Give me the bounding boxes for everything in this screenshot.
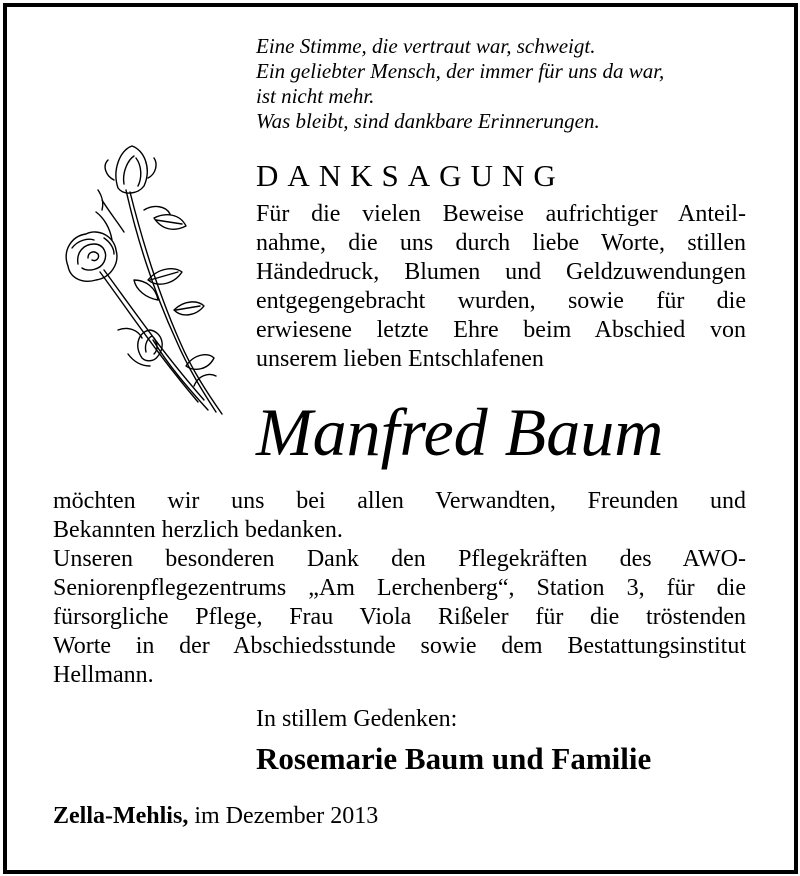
body-line: Hellmann. [53, 662, 154, 688]
body-line: Worte in der Abschiedsstunde sowie dem Bestattungsinstitut [53, 633, 746, 659]
body-line: Seniorenpflegezentrums „Am Lerchenberg“, Station 3, für die [53, 575, 746, 601]
place-date-line [53, 801, 378, 831]
rose-bouquet-illustration [58, 140, 230, 418]
thanks-line: nahme, die uns durch liebe Worte, stillen [256, 230, 746, 256]
mourners-signature: Rosemarie Baum und Familie [256, 741, 652, 776]
place-city: Zella-Mehlis, [53, 803, 189, 829]
thanks-line: unserem lieben Entschlafenen [256, 346, 544, 372]
body-line: Bekannten herzlich bedanken. [53, 517, 343, 543]
gratitude-paragraph [53, 487, 746, 690]
poem-line: Eine Stimme, die vertraut war, schweigt. [256, 34, 596, 58]
notice-date: im Dezember 2013 [194, 803, 379, 829]
thanks-paragraph [256, 200, 746, 374]
thanks-line: Händedruck, Blumen und Geldzuwendungen [256, 259, 746, 285]
body-line: fürsorgliche Pflege, Frau Viola Rißeler für die tröstenden [53, 604, 746, 630]
danksagung-heading: DANKSAGUNG [256, 158, 565, 193]
in-memory-line: In stillem Gedenken: [256, 706, 458, 732]
poem-line: Was bleibt, sind dankbare Erinnerungen. [256, 109, 600, 133]
body-line: Unseren besonderen Dank den Pflegekräften des AWO- [53, 546, 746, 572]
poem-line: Ein geliebter Mensch, der immer für uns da war, [256, 59, 665, 83]
deceased-name: Manfred Baum [256, 394, 664, 470]
memorial-poem [256, 34, 736, 134]
thanks-line: entgegengebracht wurden, sowie für die [256, 288, 746, 314]
thanks-line: Für die vielen Beweise aufrichtiger Anteil- [256, 201, 746, 227]
thanks-line: erwiesene letzte Ehre beim Abschied von [256, 317, 746, 343]
poem-line: ist nicht mehr. [256, 84, 375, 108]
body-line: möchten wir uns bei allen Verwandten, Freunden und [53, 488, 746, 514]
